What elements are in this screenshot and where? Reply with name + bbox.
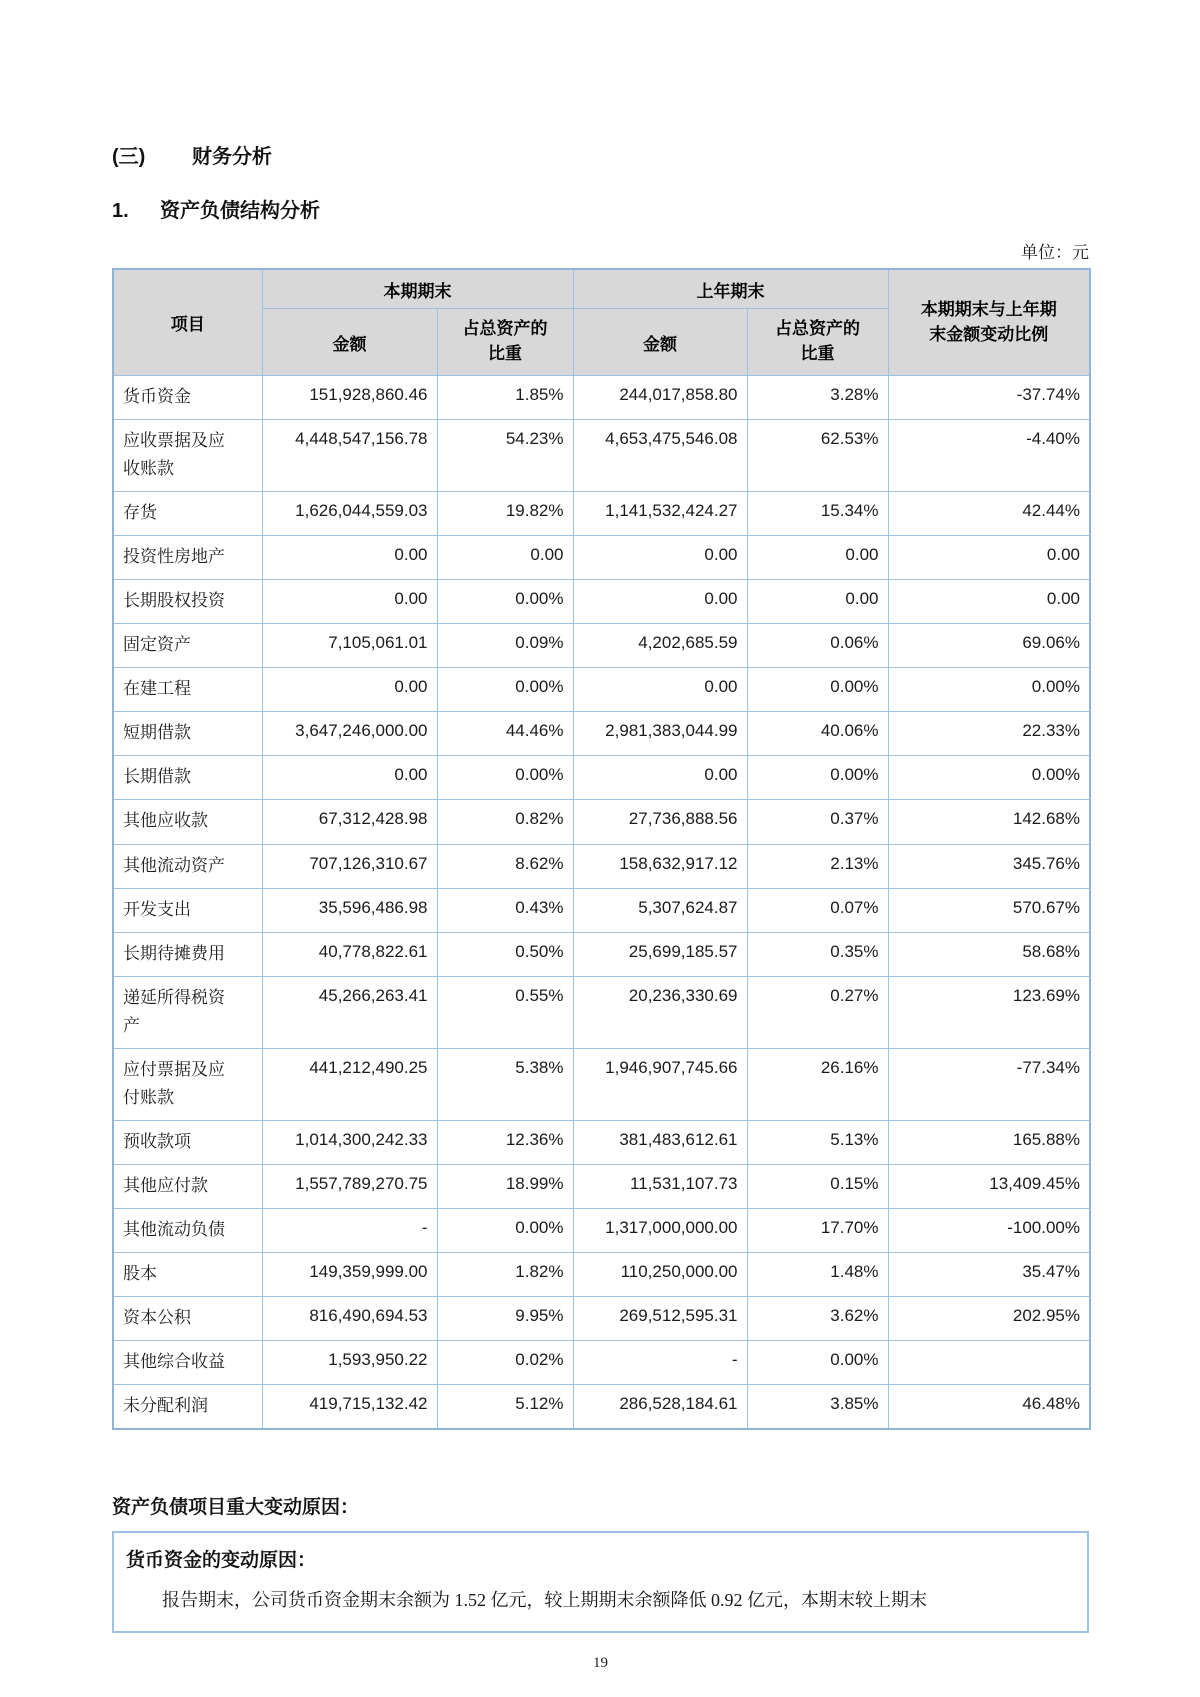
current-ratio-cell: 0.82% (437, 800, 573, 844)
current-amount-cell: 441,212,490.25 (262, 1048, 437, 1120)
table-row (113, 800, 1090, 844)
prior-amount-cell: 11,531,107.73 (573, 1164, 747, 1208)
item-label: 其他应付款 (123, 1175, 208, 1195)
col-header-item: 项目 (113, 269, 262, 376)
prior-amount-cell: 27,736,888.56 (573, 800, 747, 844)
prior-ratio-cell: 62.53% (747, 420, 888, 492)
current-amount-cell: 0.00 (262, 756, 437, 800)
table-header (113, 269, 1090, 376)
item-label: 固定资产 (123, 635, 191, 655)
table-row (113, 420, 1090, 492)
prior-amount-cell: 5,307,624.87 (573, 888, 747, 932)
item-cell (113, 580, 262, 624)
current-amount-cell: 0.00 (262, 668, 437, 712)
col-header-change (888, 269, 1090, 376)
change-ratio-cell: 42.44% (888, 492, 1090, 536)
item-label: 其他流动资产 (123, 855, 225, 875)
current-amount-cell: 1,593,950.22 (262, 1341, 437, 1385)
table-row (113, 376, 1090, 420)
prior-amount-cell: 4,653,475,546.08 (573, 420, 747, 492)
current-ratio-cell: 0.09% (437, 624, 573, 668)
item-label: 股本 (123, 1263, 157, 1283)
change-ratio-cell: 142.68% (888, 800, 1090, 844)
item-cell (113, 1164, 262, 1208)
item-cell (113, 420, 262, 492)
prior-amount-cell: 2,981,383,044.99 (573, 712, 747, 756)
item-cell (113, 1252, 262, 1296)
current-ratio-cell: 1.82% (437, 1252, 573, 1296)
prior-ratio-cell: 0.00% (747, 1341, 888, 1385)
prior-ratio-cell: 17.70% (747, 1208, 888, 1252)
change-ratio-cell: 0.00 (888, 536, 1090, 580)
report-page-content (112, 0, 1089, 1672)
item-label: 应付票据及应付账款 (123, 1059, 225, 1107)
item-cell (113, 800, 262, 844)
col-header-change-label: 本期期末与上年期末金额变动比例 (920, 299, 1057, 344)
col-header-prior-period: 上年期末 (573, 269, 888, 309)
current-amount-cell: 1,014,300,242.33 (262, 1120, 437, 1164)
prior-amount-cell: 1,141,532,424.27 (573, 492, 747, 536)
prior-ratio-cell: 3.85% (747, 1385, 888, 1430)
table-row (113, 1385, 1090, 1430)
table-row (113, 756, 1090, 800)
item-label: 在建工程 (123, 679, 191, 699)
current-ratio-cell: 0.02% (437, 1341, 573, 1385)
prior-amount-cell: 0.00 (573, 580, 747, 624)
current-ratio-cell: 54.23% (437, 420, 573, 492)
prior-ratio-cell: 0.27% (747, 976, 888, 1048)
table-row (113, 844, 1090, 888)
prior-amount-cell: 0.00 (573, 668, 747, 712)
item-label: 货币资金 (123, 387, 191, 406)
item-cell (113, 1385, 262, 1430)
prior-amount-cell: 1,946,907,745.66 (573, 1048, 747, 1120)
prior-ratio-cell: 3.28% (747, 376, 888, 420)
table-row (113, 580, 1090, 624)
current-ratio-cell: 0.00 (437, 536, 573, 580)
current-amount-cell: 40,778,822.61 (262, 932, 437, 976)
prior-ratio-cell: 40.06% (747, 712, 888, 756)
item-cell (113, 756, 262, 800)
current-amount-cell: 0.00 (262, 580, 437, 624)
current-ratio-cell: 0.43% (437, 888, 573, 932)
change-ratio-cell: 69.06% (888, 624, 1090, 668)
change-ratio-cell: -4.40% (888, 420, 1090, 492)
prior-ratio-cell: 5.13% (747, 1120, 888, 1164)
change-ratio-cell (888, 1341, 1090, 1385)
note-box-title: 货币资金的变动原因： (126, 1550, 317, 1572)
change-ratio-cell: 570.67% (888, 888, 1090, 932)
col-header-ratio-prior-label: 占总资产的比重 (775, 319, 860, 363)
current-amount-cell: 45,266,263.41 (262, 976, 437, 1048)
change-ratio-cell: 22.33% (888, 712, 1090, 756)
item-label: 资本公积 (123, 1308, 191, 1328)
current-amount-cell: - (262, 1208, 437, 1252)
current-ratio-cell: 9.95% (437, 1297, 573, 1341)
prior-amount-cell: 381,483,612.61 (573, 1120, 747, 1164)
prior-amount-cell: 158,632,917.12 (573, 844, 747, 888)
item-cell (113, 888, 262, 932)
current-amount-cell: 1,557,789,270.75 (262, 1164, 437, 1208)
item-label: 其他应收款 (123, 811, 208, 831)
prior-ratio-cell: 0.00% (747, 756, 888, 800)
prior-amount-cell: 286,528,184.61 (573, 1385, 747, 1430)
current-amount-cell: 816,490,694.53 (262, 1297, 437, 1341)
change-ratio-cell: -77.34% (888, 1048, 1090, 1120)
prior-amount-cell: 244,017,858.80 (573, 376, 747, 420)
table-row (113, 492, 1090, 536)
prior-amount-cell: 110,250,000.00 (573, 1252, 747, 1296)
table-row (113, 1164, 1090, 1208)
prior-amount-cell: 0.00 (573, 536, 747, 580)
current-ratio-cell: 0.55% (437, 976, 573, 1048)
table-row (113, 1341, 1090, 1385)
current-ratio-cell: 5.12% (437, 1385, 573, 1430)
change-ratio-cell: -100.00% (888, 1208, 1090, 1252)
prior-ratio-cell: 0.00 (747, 536, 888, 580)
table-row (113, 1252, 1090, 1296)
item-cell (113, 492, 262, 536)
group-header-row (113, 269, 1090, 309)
prior-amount-cell: 20,236,330.69 (573, 976, 747, 1048)
item-label: 短期借款 (123, 723, 191, 743)
prior-ratio-cell: 26.16% (747, 1048, 888, 1120)
change-ratio-cell: 123.69% (888, 976, 1090, 1048)
item-cell (113, 1297, 262, 1341)
current-ratio-cell: 0.50% (437, 932, 573, 976)
table-row (113, 624, 1090, 668)
change-ratio-cell: 202.95% (888, 1297, 1090, 1341)
section-heading (112, 0, 1089, 169)
table-row (113, 932, 1090, 976)
table-row (113, 712, 1090, 756)
change-ratio-cell: 165.88% (888, 1120, 1090, 1164)
item-label: 递延所得税资产 (123, 987, 225, 1035)
current-amount-cell: 0.00 (262, 536, 437, 580)
current-amount-cell: 7,105,061.01 (262, 624, 437, 668)
page-number: 19 (593, 1654, 608, 1671)
current-ratio-cell: 8.62% (437, 844, 573, 888)
prior-amount-cell: 25,699,185.57 (573, 932, 747, 976)
current-amount-cell: 149,359,999.00 (262, 1252, 437, 1296)
current-ratio-cell: 0.00% (437, 1208, 573, 1252)
item-cell (113, 1048, 262, 1120)
current-ratio-cell: 19.82% (437, 492, 573, 536)
section-number: (三) (112, 146, 146, 168)
change-ratio-cell: 58.68% (888, 932, 1090, 976)
table-body (113, 376, 1090, 1430)
subsection-title: 资产负债结构分析 (160, 200, 320, 222)
item-cell (113, 624, 262, 668)
table-row (113, 1048, 1090, 1120)
col-header-ratio-current (437, 309, 573, 376)
prior-ratio-cell: 0.00% (747, 668, 888, 712)
col-header-current-period: 本期期末 (262, 269, 573, 309)
unit-label: 单位：元 (1021, 243, 1089, 262)
change-ratio-cell: 345.76% (888, 844, 1090, 888)
change-ratio-cell: 35.47% (888, 1252, 1090, 1296)
item-cell (113, 844, 262, 888)
col-header-ratio-current-label: 占总资产的比重 (462, 319, 548, 363)
prior-amount-cell: 1,317,000,000.00 (573, 1208, 747, 1252)
section-title: 财务分析 (192, 146, 272, 168)
current-amount-cell: 35,596,486.98 (262, 888, 437, 932)
current-amount-cell: 4,448,547,156.78 (262, 420, 437, 492)
col-header-amount-prior: 金额 (573, 309, 747, 376)
change-ratio-cell: 0.00% (888, 756, 1090, 800)
item-cell (113, 1208, 262, 1252)
current-amount-cell: 1,626,044,559.03 (262, 492, 437, 536)
prior-ratio-cell: 0.35% (747, 932, 888, 976)
note-box-text: 报告期末，公司货币资金期末余额为 1.52 亿元，较上期期末余额降低 0.92 亿元，本期末较上期末 (162, 1590, 927, 1611)
item-cell (113, 536, 262, 580)
item-label: 其他综合收益 (123, 1352, 225, 1372)
item-cell (113, 712, 262, 756)
col-header-ratio-prior (747, 309, 888, 376)
prior-ratio-cell: 2.13% (747, 844, 888, 888)
prior-ratio-cell: 1.48% (747, 1252, 888, 1296)
item-label: 投资性房地产 (123, 547, 225, 567)
prior-ratio-cell: 3.62% (747, 1297, 888, 1341)
prior-amount-cell: 4,202,685.59 (573, 624, 747, 668)
current-ratio-cell: 18.99% (437, 1164, 573, 1208)
prior-ratio-cell: 15.34% (747, 492, 888, 536)
table-row (113, 888, 1090, 932)
item-cell (113, 1120, 262, 1164)
current-ratio-cell: 44.46% (437, 712, 573, 756)
current-amount-cell: 67,312,428.98 (262, 800, 437, 844)
item-label: 其他流动负债 (123, 1219, 225, 1239)
prior-ratio-cell: 0.07% (747, 888, 888, 932)
change-ratio-cell: 46.48% (888, 1385, 1090, 1430)
current-amount-cell: 419,715,132.42 (262, 1385, 437, 1430)
item-label: 未分配利润 (123, 1396, 208, 1416)
table-row (113, 1208, 1090, 1252)
current-amount-cell: 151,928,860.46 (262, 376, 437, 420)
col-header-amount-current: 金额 (262, 309, 437, 376)
table-row (113, 668, 1090, 712)
subsection-number: 1. (112, 200, 129, 222)
change-ratio-cell: -37.74% (888, 376, 1090, 420)
prior-ratio-cell: 0.15% (747, 1164, 888, 1208)
item-cell (113, 932, 262, 976)
notes-heading: 资产负债项目重大变动原因： (112, 1497, 360, 1519)
item-label: 长期待摊费用 (123, 943, 225, 963)
current-ratio-cell: 1.85% (437, 376, 573, 420)
item-label: 长期股权投资 (123, 591, 225, 611)
prior-amount-cell: 0.00 (573, 756, 747, 800)
change-ratio-cell: 0.00 (888, 580, 1090, 624)
item-cell (113, 668, 262, 712)
subsection-heading (112, 194, 1089, 223)
current-ratio-cell: 5.38% (437, 1048, 573, 1120)
prior-ratio-cell: 0.06% (747, 624, 888, 668)
current-amount-cell: 3,647,246,000.00 (262, 712, 437, 756)
table-row (113, 1297, 1090, 1341)
prior-ratio-cell: 0.37% (747, 800, 888, 844)
prior-ratio-cell: 0.00 (747, 580, 888, 624)
change-ratio-cell: 13,409.45% (888, 1164, 1090, 1208)
item-cell (113, 976, 262, 1048)
prior-amount-cell: - (573, 1341, 747, 1385)
current-ratio-cell: 0.00% (437, 756, 573, 800)
table-row (113, 1120, 1090, 1164)
balance-sheet-table (112, 268, 1091, 1430)
current-amount-cell: 707,126,310.67 (262, 844, 437, 888)
current-ratio-cell: 0.00% (437, 580, 573, 624)
item-label: 预收款项 (123, 1131, 191, 1151)
item-cell (113, 376, 262, 420)
prior-amount-cell: 269,512,595.31 (573, 1297, 747, 1341)
item-label: 应收票据及应收账款 (123, 431, 225, 479)
current-ratio-cell: 12.36% (437, 1120, 573, 1164)
item-label: 存货 (123, 503, 157, 523)
change-ratio-cell: 0.00% (888, 668, 1090, 712)
table-row (113, 536, 1090, 580)
item-cell (113, 1341, 262, 1385)
note-box (112, 1531, 1089, 1633)
item-label: 开发支出 (123, 899, 191, 919)
current-ratio-cell: 0.00% (437, 668, 573, 712)
item-label: 长期借款 (123, 767, 191, 787)
table-row (113, 976, 1090, 1048)
